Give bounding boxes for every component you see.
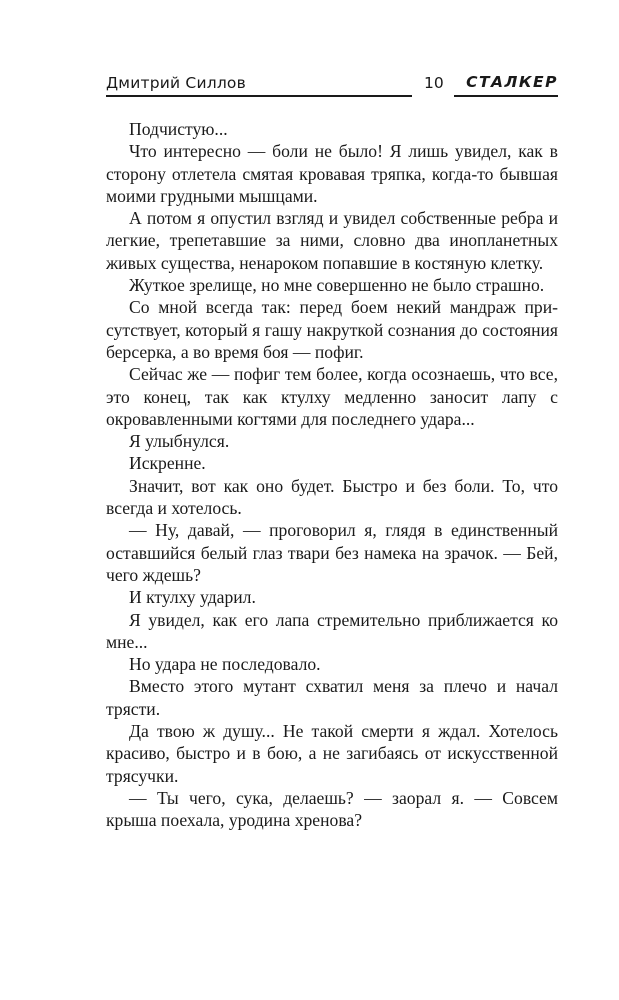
header-rule-right [454,95,558,97]
paragraph: Сейчас же — пофиг тем более, когда осознаешь, что все, это конец, так как ктулху медленно заносит лапу с окровавленными когтями для последнего удара... [106,364,558,429]
paragraph: Значит, вот как оно будет. Быстро и без боли. То, что всегда и хотелось. [106,475,558,519]
paragraph: Жуткое зрелище, но мне совершенно не было страшно. [129,275,545,296]
running-header [106,70,558,98]
body-text [106,118,558,832]
paragraph: Но удара не последовало. [129,654,321,675]
header-author: Дмитрий Силлов [106,74,246,92]
paragraph: Подчистую... [129,119,228,139]
paragraph: Да твою ж душу... Не такой смерти я ждал. Хотелось красиво, быстро и в бою, а не загибаясь от искусственной трясучки. [106,721,558,786]
page-number: 10 [424,74,444,92]
paragraph: Вместо этого мутант схватил меня за плечо и начал трясти. [106,676,558,719]
paragraph: Искренне. [129,453,206,474]
header-rule-left [106,95,412,97]
paragraph: Со мной всегда так: перед боем некий мандраж присутствует, который я гашу накруткой сознания до состояния берсерка, а во время боя — пофиг. [106,297,558,362]
series-title: СТАЛКЕР [466,73,558,91]
paragraph: Что интересно — боли не было! Я лишь увидел, как в сторону отлетела смятая кровавая тряпка, когда-то бывшая моими грудными мышцами. [106,141,558,206]
paragraph: И ктулху ударил. [129,587,256,608]
paragraph: Я увидел, как его лапа стремительно приближается ко мне... [106,609,558,652]
paragraph: — Ну, давай, — проговорил я, глядя в единственный оставшийся белый глаз твари без намека на зрачок. — Бей, чего ждешь? [106,520,558,585]
paragraph: А потом я опустил взгляд и увидел собственные ребра и легкие, трепетавшие за ними, словно два инопланетных живых существа, ненароком попавшие в костяную клетку. [106,208,558,273]
paragraph: — Ты чего, сука, делаешь? — заорал я. — Совсем крыша поехала, уродина хренова? [106,787,558,831]
paragraph: Я улыбнулся. [129,431,230,452]
